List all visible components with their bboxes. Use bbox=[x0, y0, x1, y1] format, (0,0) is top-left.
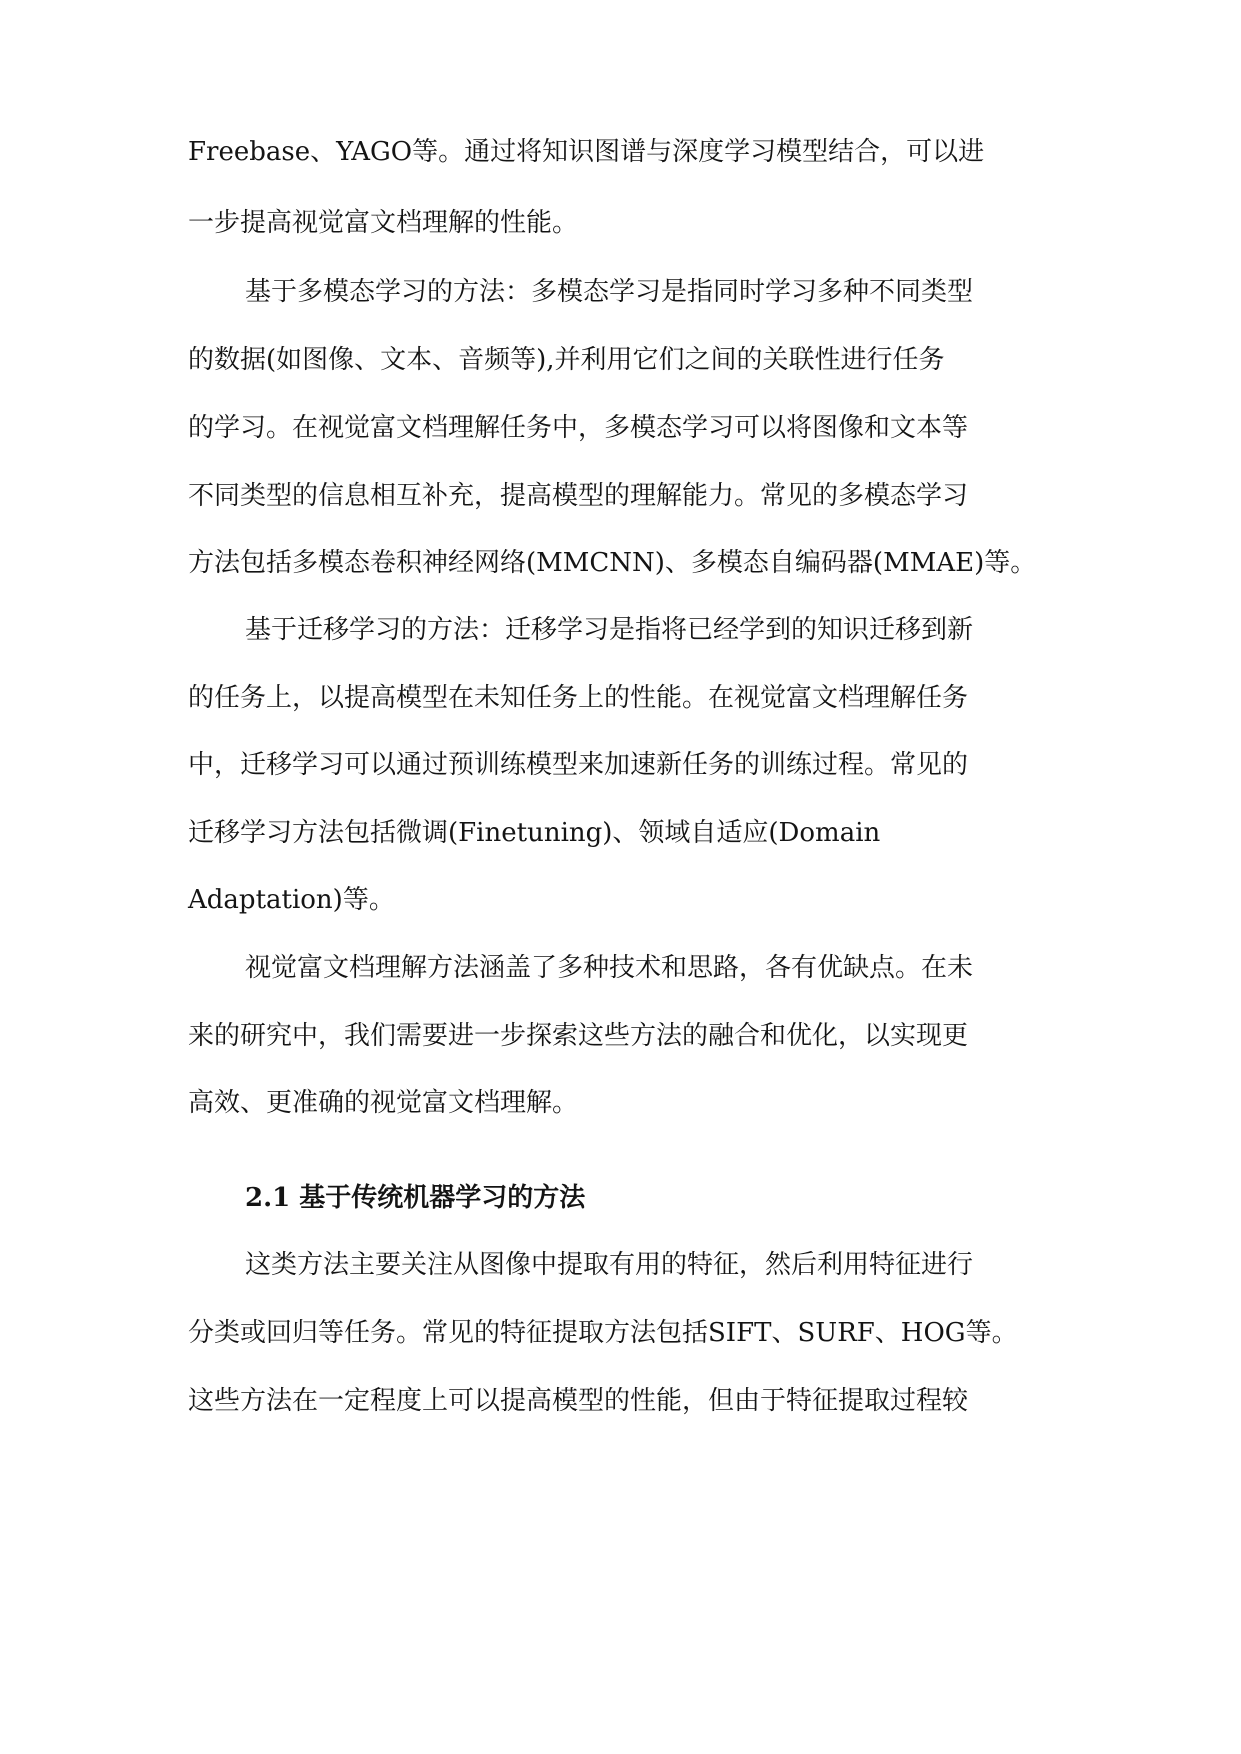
paragraph-first-line: 视觉富文档理解方法涵盖了多种技术和思路，各有优缺点。在未 bbox=[245, 953, 974, 983]
text-line: 的学习。在视觉富文档理解任务中，多模态学习可以将图像和文本等 bbox=[188, 413, 969, 443]
section-heading: 2.1 基于传统机器学习的方法 bbox=[245, 1183, 586, 1213]
text-line: 一步提高视觉富文档理解的性能。 bbox=[188, 208, 579, 238]
text-line: 方法包括多模态卷积神经网络(MMCNN)、多模态自编码器(MMAE)等。 bbox=[188, 548, 1037, 578]
paragraph-first-line: 基于迁移学习的方法：迁移学习是指将已经学到的知识迁移到新 bbox=[245, 615, 974, 645]
text-line: 的任务上，以提高模型在未知任务上的性能。在视觉富文档理解任务 bbox=[188, 683, 969, 713]
text-line: 来的研究中，我们需要进一步探索这些方法的融合和优化，以实现更 bbox=[188, 1021, 969, 1051]
text-line: 不同类型的信息相互补充，提高模型的理解能力。常见的多模态学习 bbox=[188, 481, 969, 511]
text-line: 的数据(如图像、文本、音频等),并利用它们之间的关联性进行任务 bbox=[188, 345, 945, 375]
text-line: 高效、更准确的视觉富文档理解。 bbox=[188, 1088, 579, 1118]
text-line: 分类或回归等任务。常见的特征提取方法包括SIFT、SURF、HOG等。 bbox=[188, 1318, 1018, 1348]
text-line: 这些方法在一定程度上可以提高模型的性能，但由于特征提取过程较 bbox=[188, 1386, 969, 1416]
text-line: Adaptation)等。 bbox=[188, 885, 395, 915]
text-line: 迁移学习方法包括微调(Finetuning)、领域自适应(Domain bbox=[188, 818, 881, 848]
text-line: Freebase、YAGO等。通过将知识图谱与深度学习模型结合，可以进 bbox=[188, 137, 985, 167]
paragraph-first-line: 这类方法主要关注从图像中提取有用的特征，然后利用特征进行 bbox=[245, 1250, 974, 1280]
paragraph-first-line: 基于多模态学习的方法：多模态学习是指同时学习多种不同类型 bbox=[245, 277, 974, 307]
text-line: 中，迁移学习可以通过预训练模型来加速新任务的训练过程。常见的 bbox=[188, 750, 969, 780]
